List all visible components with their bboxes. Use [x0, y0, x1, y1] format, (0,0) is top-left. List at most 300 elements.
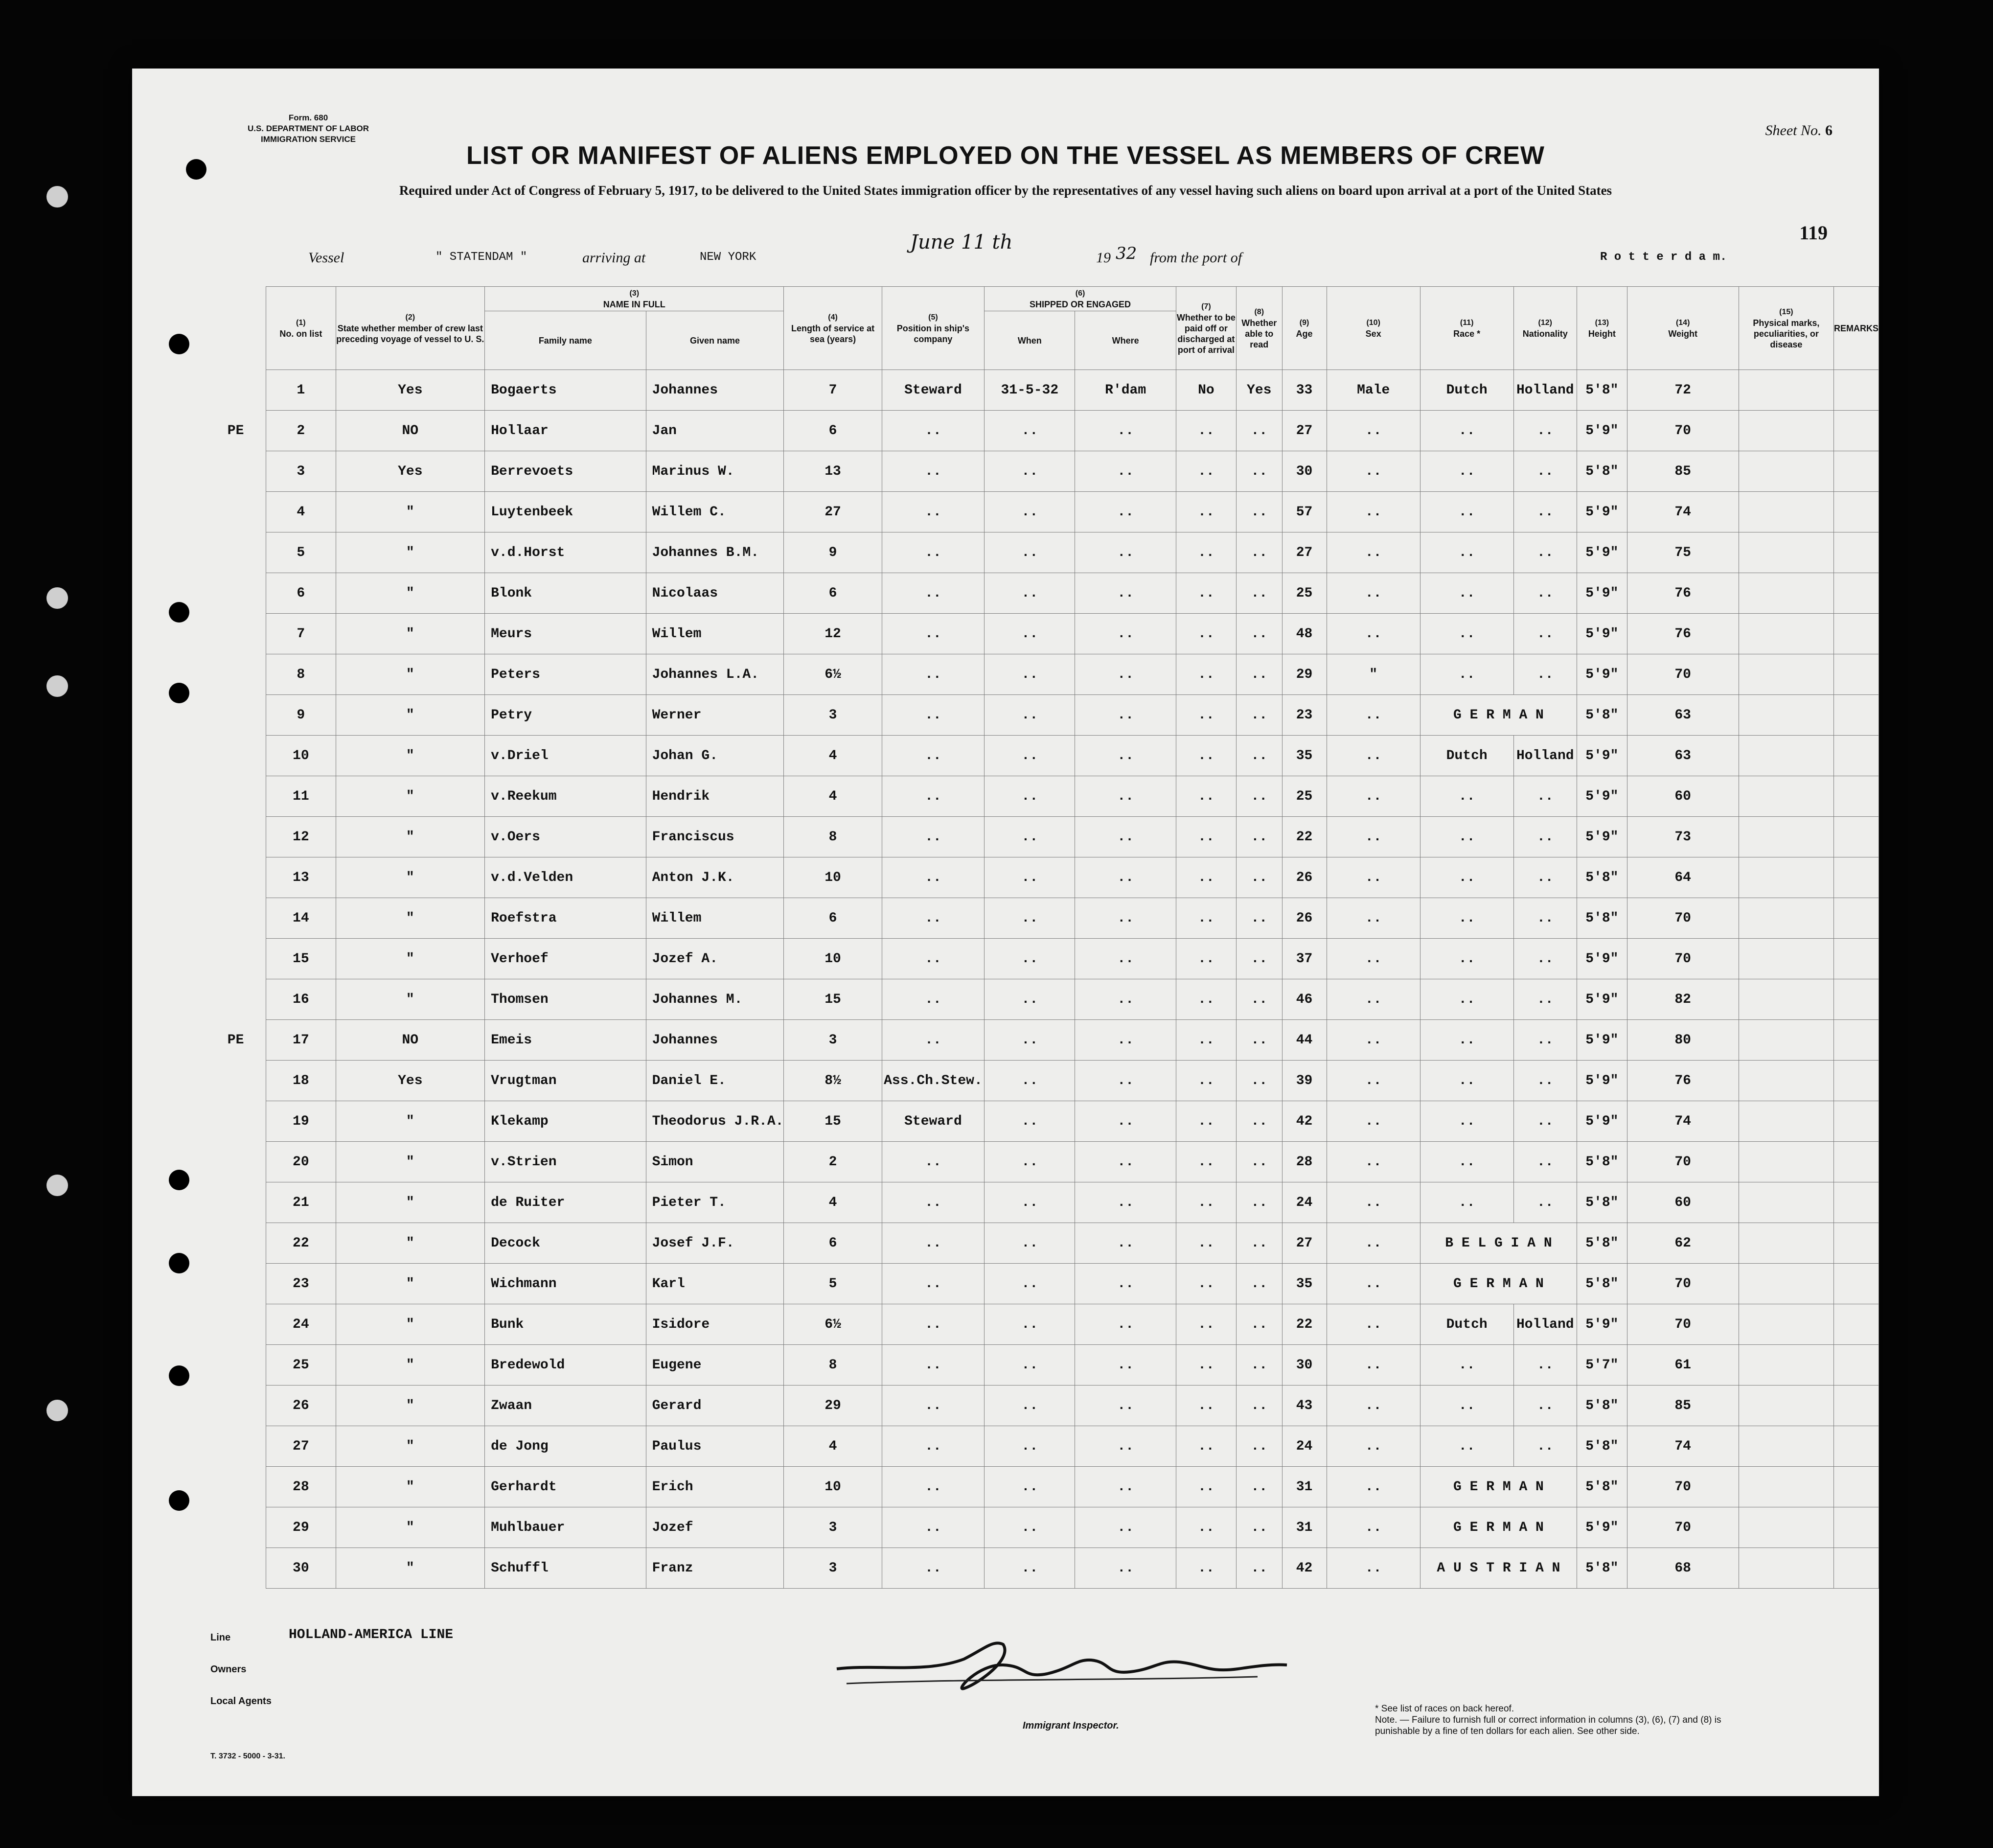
cell-race: ..: [1420, 532, 1513, 573]
cell-height: 5'9": [1577, 776, 1627, 817]
table-row: [206, 411, 1879, 451]
race-footnote: * See list of races on back hereof.: [1375, 1704, 1514, 1714]
cell-family: de Ruiter: [485, 1182, 646, 1223]
cell-position: ..: [882, 857, 985, 898]
cell-family: Roefstra: [485, 898, 646, 939]
cell-weight: 76: [1627, 573, 1739, 614]
cell-where: ..: [1075, 411, 1176, 451]
vessel-label: Vessel: [308, 250, 344, 266]
cell-race: ..: [1420, 1386, 1513, 1426]
table-row: [206, 979, 1879, 1020]
cell-nationality: ..: [1513, 1426, 1577, 1467]
cell-marks: [1739, 939, 1833, 979]
cell-read: ..: [1236, 1304, 1282, 1345]
cell-position: ..: [882, 1020, 985, 1061]
binder-hole: [46, 675, 68, 697]
cell-given: Johannes: [646, 1020, 784, 1061]
cell-read: ..: [1236, 1223, 1282, 1264]
cell-nationality: ..: [1513, 776, 1577, 817]
form-header: [206, 113, 411, 145]
cell-when: ..: [985, 614, 1075, 654]
cell-paid: ..: [1176, 492, 1236, 532]
cell-remarks: [1833, 370, 1878, 411]
cell-nationality: ..: [1513, 939, 1577, 979]
cell-marks: [1739, 695, 1833, 736]
cell-read: ..: [1236, 1548, 1282, 1589]
cell-where: ..: [1075, 1345, 1176, 1386]
cell-read: ..: [1236, 979, 1282, 1020]
cell-remarks: [1833, 695, 1878, 736]
cell-prev: Yes: [336, 1061, 485, 1101]
cell-where: ..: [1075, 898, 1176, 939]
cell-read: ..: [1236, 1507, 1282, 1548]
cell-marks: [1739, 492, 1833, 532]
cell-position: ..: [882, 939, 985, 979]
cell-mark: PE: [227, 1032, 244, 1048]
cell-prev: ": [336, 1426, 485, 1467]
service-name: IMMIGRATION SERVICE: [261, 135, 356, 144]
cell-height: 5'8": [1577, 1386, 1627, 1426]
cell-age: 39: [1282, 1061, 1327, 1101]
cell-read: ..: [1236, 411, 1282, 451]
cell-where: ..: [1075, 654, 1176, 695]
cell-weight: 70: [1627, 1467, 1739, 1507]
cell-mark: [206, 1386, 266, 1426]
cell-given: Nicolaas: [646, 573, 784, 614]
cell-remarks: [1833, 1426, 1878, 1467]
cell-mark: [206, 1142, 266, 1182]
cell-race: ..: [1420, 1020, 1513, 1061]
cell-prev: ": [336, 1223, 485, 1264]
cell-read: ..: [1236, 898, 1282, 939]
cell-when: ..: [985, 1061, 1075, 1101]
cell-prev: ": [336, 939, 485, 979]
cell-position: ..: [882, 1548, 985, 1589]
cell-remarks: [1833, 1101, 1878, 1142]
cell-sex: ..: [1327, 817, 1420, 857]
cell-sex: ..: [1327, 573, 1420, 614]
cell-position: ..: [882, 695, 985, 736]
cell-read: ..: [1236, 451, 1282, 492]
cell-given: Johannes B.M.: [646, 532, 784, 573]
cell-family: Bunk: [485, 1304, 646, 1345]
cell-given: Hendrik: [646, 776, 784, 817]
table-row: [206, 1507, 1879, 1548]
cell-where: ..: [1075, 1142, 1176, 1182]
line-label: Line: [210, 1632, 231, 1643]
cell-weight: 73: [1627, 817, 1739, 857]
cell-sex: ..: [1327, 532, 1420, 573]
cell-service: 27: [784, 492, 882, 532]
cell-nationality: ..: [1513, 898, 1577, 939]
punch-dot: [169, 1170, 189, 1190]
col-service-header: (4) Length of service at sea (years): [784, 287, 882, 370]
cell-paid: ..: [1176, 1386, 1236, 1426]
cell-service: 8½: [784, 1061, 882, 1101]
cell-sex: ..: [1327, 614, 1420, 654]
cell-paid: ..: [1176, 1182, 1236, 1223]
table-row: [206, 1386, 1879, 1426]
cell-family: v.Strien: [485, 1142, 646, 1182]
cell-paid: ..: [1176, 1345, 1236, 1386]
cell-nationality: ..: [1513, 492, 1577, 532]
cell-weight: 61: [1627, 1345, 1739, 1386]
cell-when: ..: [985, 898, 1075, 939]
cell-no: 28: [266, 1467, 336, 1507]
cell-race: ..: [1420, 1182, 1513, 1223]
cell-family: Verhoef: [485, 939, 646, 979]
from-port-label: from the port of: [1150, 250, 1242, 266]
cell-marks: [1739, 736, 1833, 776]
cell-no: 26: [266, 1386, 336, 1426]
cell-weight: 63: [1627, 736, 1739, 776]
cell-nationality: ..: [1513, 411, 1577, 451]
cell-remarks: [1833, 1061, 1878, 1101]
cell-weight: 74: [1627, 492, 1739, 532]
cell-read: ..: [1236, 654, 1282, 695]
cell-age: 30: [1282, 451, 1327, 492]
cell-mark: [206, 1061, 266, 1101]
manifest-sheet: [132, 69, 1879, 1796]
col-name-header: (3) NAME IN FULL: [485, 287, 784, 311]
cell-sex: ..: [1327, 939, 1420, 979]
cell-height: 5'8": [1577, 1182, 1627, 1223]
cell-when: ..: [985, 1548, 1075, 1589]
cell-height: 5'9": [1577, 573, 1627, 614]
table-row: [206, 532, 1879, 573]
cell-race: ..: [1420, 573, 1513, 614]
cell-read: ..: [1236, 1264, 1282, 1304]
cell-height: 5'8": [1577, 370, 1627, 411]
cell-remarks: [1833, 492, 1878, 532]
cell-no: 6: [266, 573, 336, 614]
cell-paid: ..: [1176, 614, 1236, 654]
vessel-name: " STATENDAM ": [435, 251, 527, 264]
cell-marks: [1739, 1223, 1833, 1264]
cell-no: 14: [266, 898, 336, 939]
cell-sex: ..: [1327, 979, 1420, 1020]
cell-given: Jozef: [646, 1507, 784, 1548]
cell-race: Dutch: [1420, 736, 1513, 776]
cell-where: ..: [1075, 1264, 1176, 1304]
cell-weight: 70: [1627, 1264, 1739, 1304]
cell-height: 5'8": [1577, 1548, 1627, 1589]
cell-marks: [1739, 1467, 1833, 1507]
cell-position: ..: [882, 979, 985, 1020]
punch-dot: [169, 1490, 189, 1511]
cell-service: 10: [784, 1467, 882, 1507]
cell-age: 35: [1282, 1264, 1327, 1304]
cell-height: 5'7": [1577, 1345, 1627, 1386]
cell-weight: 70: [1627, 939, 1739, 979]
col-read-header: (8) Whether able to read: [1236, 287, 1282, 370]
cell-where: ..: [1075, 1182, 1176, 1223]
cell-remarks: [1833, 1223, 1878, 1264]
cell-position: ..: [882, 573, 985, 614]
cell-where: ..: [1075, 1386, 1176, 1426]
table-row: [206, 1061, 1879, 1101]
cell-paid: ..: [1176, 939, 1236, 979]
cell-prev: ": [336, 817, 485, 857]
cell-sex: ..: [1327, 1182, 1420, 1223]
cell-service: 10: [784, 857, 882, 898]
cell-paid: ..: [1176, 1061, 1236, 1101]
cell-no: 23: [266, 1264, 336, 1304]
cell-prev: ": [336, 979, 485, 1020]
cell-sex: ": [1327, 654, 1420, 695]
cell-weight: 85: [1627, 451, 1739, 492]
cell-race: ..: [1420, 1345, 1513, 1386]
cell-weight: 75: [1627, 532, 1739, 573]
cell-read: ..: [1236, 857, 1282, 898]
punch-dot: [169, 683, 189, 703]
cell-nationality: ..: [1513, 979, 1577, 1020]
cell-nationality: ..: [1513, 1386, 1577, 1426]
col-when-header: When: [985, 311, 1075, 370]
cell-height: 5'8": [1577, 857, 1627, 898]
cell-prev: ": [336, 695, 485, 736]
cell-no: 8: [266, 654, 336, 695]
cell-service: 15: [784, 979, 882, 1020]
cell-nationality: ..: [1513, 614, 1577, 654]
cell-family: Meurs: [485, 614, 646, 654]
cell-weight: 70: [1627, 1142, 1739, 1182]
cell-where: ..: [1075, 1426, 1176, 1467]
cell-paid: ..: [1176, 1548, 1236, 1589]
cell-no: 12: [266, 817, 336, 857]
cell-mark: [206, 1101, 266, 1142]
cell-service: 6: [784, 898, 882, 939]
cell-marks: [1739, 1142, 1833, 1182]
cell-race: G E R M A N: [1420, 1507, 1577, 1548]
cell-no: 15: [266, 939, 336, 979]
cell-marks: [1739, 776, 1833, 817]
cell-height: 5'8": [1577, 1426, 1627, 1467]
cell-position: ..: [882, 1507, 985, 1548]
table-row: [206, 492, 1879, 532]
page-number-stamp: 119: [1799, 222, 1828, 244]
cell-where: ..: [1075, 573, 1176, 614]
arrival-date: June 11 th: [910, 231, 1013, 254]
cell-height: 5'9": [1577, 939, 1627, 979]
col-weight-header: (14) Weight: [1627, 287, 1739, 370]
cell-remarks: [1833, 1304, 1878, 1345]
cell-height: 5'9": [1577, 1020, 1627, 1061]
cell-weight: 62: [1627, 1223, 1739, 1264]
cell-read: ..: [1236, 614, 1282, 654]
cell-service: 8: [784, 1345, 882, 1386]
cell-mark: [206, 573, 266, 614]
cell-service: 3: [784, 1020, 882, 1061]
cell-prev: ": [336, 1507, 485, 1548]
cell-sex: ..: [1327, 776, 1420, 817]
cell-weight: 64: [1627, 857, 1739, 898]
arriving-label: arriving at: [582, 250, 646, 266]
cell-mark: [206, 492, 266, 532]
cell-read: ..: [1236, 532, 1282, 573]
cell-position: ..: [882, 451, 985, 492]
cell-race: ..: [1420, 898, 1513, 939]
cell-nationality: ..: [1513, 1345, 1577, 1386]
cell-position: ..: [882, 1426, 985, 1467]
cell-where: ..: [1075, 1101, 1176, 1142]
cell-position: ..: [882, 1182, 985, 1223]
cell-paid: ..: [1176, 898, 1236, 939]
cell-race: G E R M A N: [1420, 1264, 1577, 1304]
cell-family: Zwaan: [485, 1386, 646, 1426]
cell-when: ..: [985, 939, 1075, 979]
cell-no: 17: [266, 1020, 336, 1061]
cell-prev: Yes: [336, 370, 485, 411]
cell-prev: Yes: [336, 451, 485, 492]
cell-family: Petry: [485, 695, 646, 736]
table-row: [206, 1223, 1879, 1264]
cell-position: ..: [882, 411, 985, 451]
cell-where: ..: [1075, 776, 1176, 817]
cell-remarks: [1833, 1507, 1878, 1548]
cell-remarks: [1833, 1345, 1878, 1386]
table-row: [206, 695, 1879, 736]
cell-marks: [1739, 1020, 1833, 1061]
cell-marks: [1739, 1304, 1833, 1345]
cell-position: ..: [882, 776, 985, 817]
cell-no: 13: [266, 857, 336, 898]
cell-sex: ..: [1327, 1426, 1420, 1467]
cell-position: ..: [882, 1304, 985, 1345]
cell-sex: ..: [1327, 492, 1420, 532]
cell-sex: ..: [1327, 1264, 1420, 1304]
cell-when: ..: [985, 1020, 1075, 1061]
cell-mark: [206, 1264, 266, 1304]
cell-family: Thomsen: [485, 979, 646, 1020]
cell-prev: ": [336, 857, 485, 898]
cell-prev: ": [336, 898, 485, 939]
cell-remarks: [1833, 654, 1878, 695]
cell-prev: ": [336, 654, 485, 695]
cell-position: Steward: [882, 370, 985, 411]
cell-mark: [206, 857, 266, 898]
cell-height: 5'8": [1577, 898, 1627, 939]
cell-given: Franciscus: [646, 817, 784, 857]
cell-marks: [1739, 1345, 1833, 1386]
cell-read: ..: [1236, 1345, 1282, 1386]
line-value: HOLLAND-AMERICA LINE: [289, 1627, 454, 1642]
cell-height: 5'9": [1577, 614, 1627, 654]
cell-family: v.d.Velden: [485, 857, 646, 898]
sheet-value: 6: [1825, 122, 1833, 139]
binder-hole: [46, 1175, 68, 1196]
cell-race: B E L G I A N: [1420, 1223, 1577, 1264]
cell-mark: [206, 898, 266, 939]
cell-remarks: [1833, 1386, 1878, 1426]
cell-race: ..: [1420, 857, 1513, 898]
cell-remarks: [1833, 939, 1878, 979]
cell-read: ..: [1236, 736, 1282, 776]
cell-prev: ": [336, 1345, 485, 1386]
binder-hole: [46, 186, 68, 208]
cell-age: 44: [1282, 1020, 1327, 1061]
cell-where: ..: [1075, 1061, 1176, 1101]
cell-race: ..: [1420, 939, 1513, 979]
col-given-header: Given name: [646, 311, 784, 370]
cell-where: ..: [1075, 492, 1176, 532]
cell-where: ..: [1075, 979, 1176, 1020]
cell-age: 25: [1282, 573, 1327, 614]
cell-weight: 72: [1627, 370, 1739, 411]
cell-weight: 60: [1627, 1182, 1739, 1223]
table-row: [206, 1101, 1879, 1142]
cell-age: 22: [1282, 817, 1327, 857]
cell-mark: [206, 817, 266, 857]
cell-height: 5'9": [1577, 1304, 1627, 1345]
cell-given: Jan: [646, 411, 784, 451]
cell-read: ..: [1236, 817, 1282, 857]
cell-race: ..: [1420, 654, 1513, 695]
cell-paid: ..: [1176, 654, 1236, 695]
cell-where: ..: [1075, 695, 1176, 736]
cell-sex: ..: [1327, 695, 1420, 736]
cell-paid: ..: [1176, 776, 1236, 817]
cell-sex: ..: [1327, 1061, 1420, 1101]
cell-race: A U S T R I A N: [1420, 1548, 1577, 1589]
cell-marks: [1739, 1426, 1833, 1467]
cell-when: ..: [985, 1142, 1075, 1182]
cell-prev: ": [336, 1467, 485, 1507]
cell-position: ..: [882, 1264, 985, 1304]
cell-mark: [206, 1426, 266, 1467]
cell-read: ..: [1236, 1386, 1282, 1426]
cell-age: 31: [1282, 1507, 1327, 1548]
cell-sex: ..: [1327, 1304, 1420, 1345]
cell-height: 5'9": [1577, 1061, 1627, 1101]
cell-remarks: [1833, 1142, 1878, 1182]
cell-height: 5'9": [1577, 411, 1627, 451]
cell-prev: ": [336, 1264, 485, 1304]
cell-age: 29: [1282, 654, 1327, 695]
cell-given: Marinus W.: [646, 451, 784, 492]
table-row: [206, 1426, 1879, 1467]
cell-when: ..: [985, 1182, 1075, 1223]
cell-age: 27: [1282, 532, 1327, 573]
table-row: [206, 736, 1879, 776]
cell-sex: ..: [1327, 1101, 1420, 1142]
cell-mark: [206, 939, 266, 979]
cell-remarks: [1833, 451, 1878, 492]
cell-position: ..: [882, 492, 985, 532]
col-nationality-header: (12) Nationality: [1513, 287, 1577, 370]
col-where-header: Where: [1075, 311, 1176, 370]
cell-read: ..: [1236, 1061, 1282, 1101]
table-row: [206, 1548, 1879, 1589]
cell-height: 5'9": [1577, 1507, 1627, 1548]
cell-nationality: Holland: [1513, 736, 1577, 776]
cell-height: 5'9": [1577, 1101, 1627, 1142]
cell-weight: 70: [1627, 1507, 1739, 1548]
cell-mark: [206, 1548, 266, 1589]
cell-prev: ": [336, 492, 485, 532]
table-row: [206, 1345, 1879, 1386]
cell-when: ..: [985, 1507, 1075, 1548]
cell-paid: ..: [1176, 1304, 1236, 1345]
cell-given: Johannes L.A.: [646, 654, 784, 695]
cell-family: Berrevoets: [485, 451, 646, 492]
cell-paid: ..: [1176, 1020, 1236, 1061]
cell-family: Luytenbeek: [485, 492, 646, 532]
cell-given: Karl: [646, 1264, 784, 1304]
print-code: T. 3732 - 5000 - 3-31.: [210, 1752, 285, 1760]
cell-prev: ": [336, 736, 485, 776]
cell-height: 5'8": [1577, 1142, 1627, 1182]
